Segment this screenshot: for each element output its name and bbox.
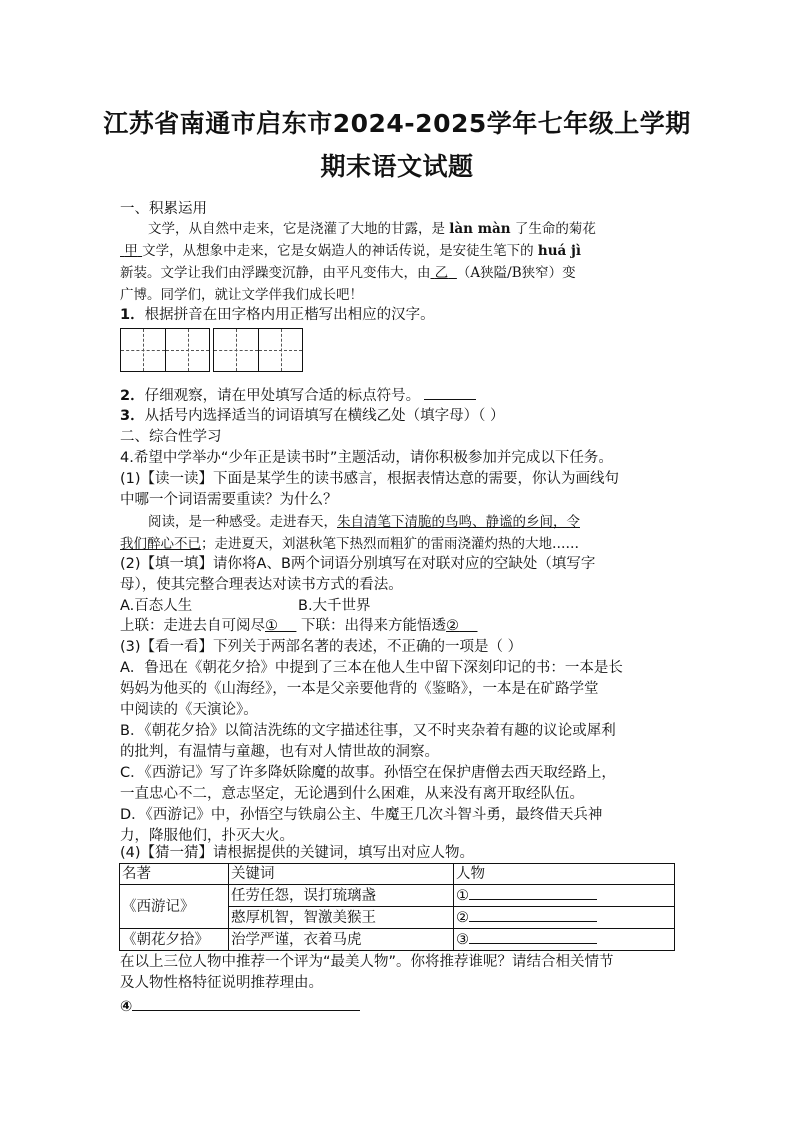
part4-question: (4)【猜一猜】请根据提供的关键词，填写出对应人物。 (120, 845, 475, 861)
option-a-line3: 中阅读的《天演论》。 (120, 702, 258, 718)
question-text: 仔细观察，请在甲处填写合适的标点符号。 (144, 388, 421, 404)
book-cell: 《西游记》 (120, 885, 229, 929)
underlined-sentence: 朱自清笔下清脆的鸟鸣、静谧的乡间，令 (337, 514, 580, 530)
couplet-line (120, 616, 680, 636)
couplet-blank-2[interactable]: ② (446, 618, 460, 634)
question-number: 3． (120, 408, 145, 424)
character-cell[interactable]: ② (454, 907, 675, 929)
quote-text: 阅读，是一种感受。走进春天， (148, 514, 337, 530)
question-text: 根据拼音在田字格内用正楷写出相应的汉字。 (144, 307, 435, 323)
table-header: 人物 (454, 864, 675, 885)
table-row (120, 929, 675, 951)
passage-line-2 (120, 241, 680, 261)
quote-text: ；走进夏天，刘湛秋笔下热烈而粗犷的雷雨浇灌灼热的大地…… (201, 536, 579, 552)
keyword-cell: 憨厚机智，智激美猴王 (229, 907, 454, 929)
tianzige-cell[interactable] (121, 329, 165, 371)
blank-yi: 乙 (434, 265, 449, 281)
part2-line1: (2)【填一填】请你将A、B两个词语分别填写在对联对应的空缺处（填写字 (120, 556, 596, 572)
part3-question: (3)【看一看】下列关于两部名著的表述，不正确的一项是（ ） (120, 639, 523, 655)
passage-text: 了生命的菊花 (514, 221, 596, 237)
answer-blank[interactable] (469, 929, 597, 944)
part2-line2: 母），使其完整合理表达对读书方式的看法。 (120, 577, 403, 593)
answer-blank[interactable] (132, 996, 360, 1011)
passage-line-3 (120, 263, 680, 283)
keyword-cell: 治学严谨，衣着马虎 (229, 929, 454, 951)
exam-title-line1: 江苏省南通市启东市2024-2025学年七年级上学期 (103, 109, 691, 138)
tianzige-box-2[interactable] (213, 328, 303, 372)
answer-blank[interactable] (469, 885, 597, 900)
recommend-line2: 及人物性格特征说明推荐理由。 (120, 975, 323, 991)
keyword-cell: 任劳任怨，误打琉璃盏 (229, 885, 454, 907)
question-number: 1． (120, 307, 145, 323)
section1-heading: 一、积累运用 (120, 201, 207, 217)
passage-line-1 (120, 219, 680, 239)
section2-heading: 二、综合性学习 (120, 429, 222, 445)
part1-line2: 中哪一个词语需要重读？为什么？ (120, 492, 338, 508)
reading-quote-line1 (120, 512, 680, 532)
option-a-line2: 妈妈为他买的《山海经》，一本是父亲要他背的《鉴略》，一本是在矿路学堂 (120, 681, 599, 697)
question-2 (120, 385, 680, 406)
character-cell[interactable]: ③ (454, 929, 675, 951)
option-a-line1: A．鲁迅在《朝花夕拾》中提到了三本在他人生中留下深刻印记的书：一本是长 (120, 660, 623, 676)
question-3 (120, 406, 680, 426)
question-4-intro: 4.希望中学举办“少年正是读书时”主题活动，请你积极参加并完成以下任务。 (120, 450, 613, 466)
blank-jia: 甲 (124, 243, 138, 259)
option-a: A.百态人生 (120, 598, 193, 614)
tianzige-cell[interactable] (165, 329, 209, 371)
table-row (120, 885, 675, 907)
passage-text: 新装。文学让我们由浮躁变沉静，由平凡变伟大，由 (120, 265, 431, 281)
option-c-line2: 一直忠心不二，意志坚定，无论遇到什么困难，从来没有离开取经队伍。 (120, 786, 584, 802)
answer-blank[interactable] (469, 907, 597, 922)
underlined-sentence: 我们醉心不已 (120, 536, 201, 552)
table-header-row (120, 864, 675, 885)
option-b: B.大千世界 (298, 598, 371, 614)
passage-line-4: 广博。同学们，就让文学伴我们成长吧！ (120, 287, 363, 303)
tianzige-cell[interactable] (258, 329, 302, 371)
recommend-line1: 在以上三位人物中推荐一个评为“最美人物”。你将推荐谁呢？请结合相关情节 (120, 954, 614, 970)
question-1 (120, 305, 680, 325)
answer-mark: ④ (120, 999, 133, 1015)
option-b-line1: B．《朝花夕拾》以简洁洗练的文字描述往事，又不时夹杂着有趣的议论或犀利 (120, 723, 616, 739)
question-text: 从括号内选择适当的词语填写在横线乙处（填字母）（ ） (144, 408, 505, 424)
question-number: 2． (120, 388, 145, 404)
keyword-table (119, 863, 675, 951)
exam-title-line2: 期末语文试题 (320, 152, 474, 181)
option-d-line2: 力，降服他们，扑灭大火。 (120, 828, 294, 844)
option-d-line1: D．《西游记》中，孙悟空与铁扇公主、牛魔王几次斗智斗勇，最终借天兵神 (120, 807, 603, 823)
couplet-lower: 下联：出得来方能悟透 (301, 618, 447, 634)
passage-text: 文学，从自然中走来，它是浇灌了大地的甘露，是 (148, 221, 445, 237)
tianzige-cell[interactable] (214, 329, 258, 371)
option-c-line1: C．《西游记》写了许多降妖除魔的故事。孙悟空在保护唐僧去西天取经路上， (120, 765, 616, 781)
table-header: 名著 (120, 864, 229, 885)
pinyin-huaji: huá jì (537, 243, 581, 259)
book-cell: 《朝花夕拾》 (120, 929, 229, 951)
character-cell[interactable]: ① (454, 885, 675, 907)
answer-blank[interactable] (424, 385, 476, 400)
table-header: 关键词 (229, 864, 454, 885)
tianzige-box-1[interactable] (120, 328, 210, 372)
couplet-upper: 上联：走进去自可阅尽 (120, 618, 265, 634)
passage-text: （A狭隘/B狭窄）变 (456, 265, 576, 281)
couplet-blank-1[interactable]: ① (265, 618, 278, 634)
part1-line1: (1)【读一读】下面是某学生的读书感言，根据表情达意的需要，你认为画线句 (120, 471, 620, 487)
reading-quote-line2 (120, 534, 680, 554)
answer-line-4 (120, 996, 680, 1017)
passage-text: 文学，从想象中走来，它是女娲造人的神话传说，是安徒生笔下的 (142, 243, 534, 259)
option-b-line2: 的批判，有温情与童趣，也有对人情世故的洞察。 (120, 744, 439, 760)
part2-options (120, 596, 680, 616)
pinyin-lanman: làn màn (449, 221, 511, 237)
